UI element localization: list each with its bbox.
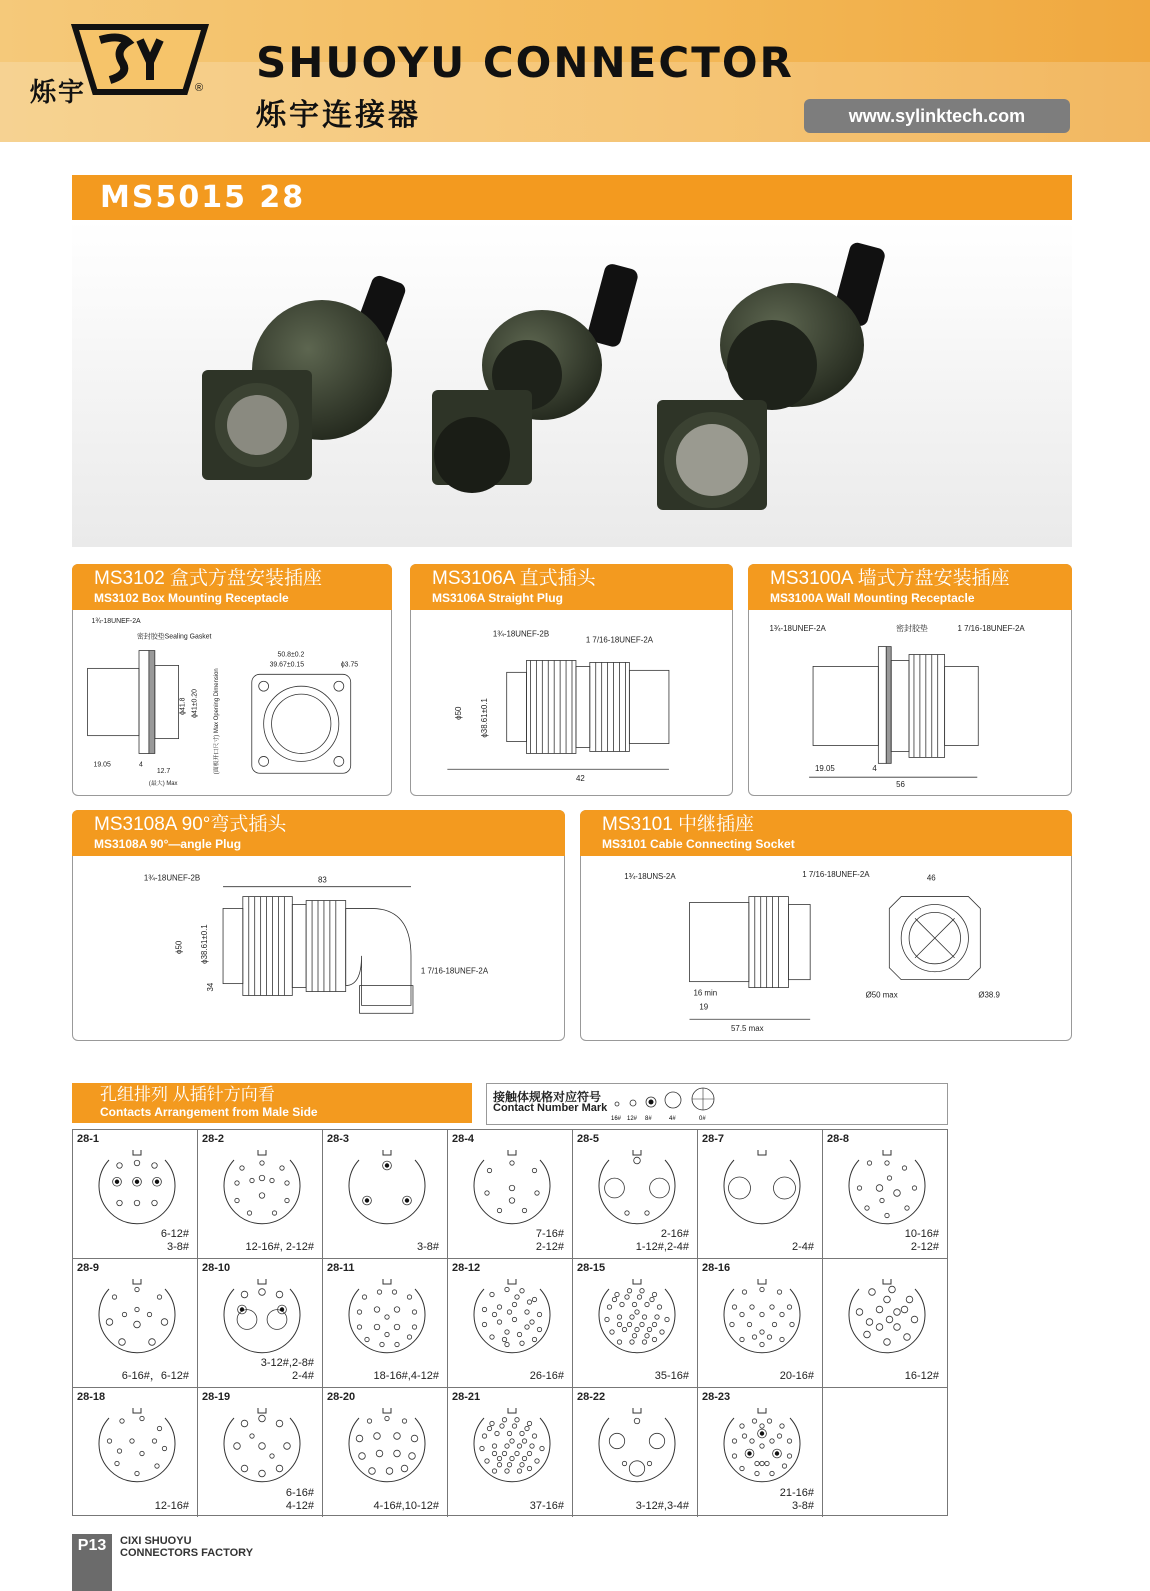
mark-4-icon (665, 1092, 681, 1108)
mark-16-icon (615, 1102, 619, 1106)
insert-face-icon (345, 1146, 429, 1230)
dim-thread2: 1 7/16-18UNEF-2A (802, 869, 870, 879)
cell-spec: 26-16# (529, 1370, 564, 1382)
insert-face-icon (470, 1404, 554, 1488)
dim-d3861: ϕ38.61±0.1 (479, 698, 489, 738)
dim-gasket: 密封胶垫Sealing Gasket (137, 633, 212, 641)
panel-title-cn: MS3101 中继插座 (602, 814, 755, 835)
product-photo (72, 220, 1072, 547)
contact-cell (448, 1259, 573, 1388)
insert-face-icon (95, 1404, 179, 1488)
panel-ms3102 (72, 564, 392, 796)
shuoyu-logo (70, 22, 210, 132)
panel-ms3106a (410, 564, 733, 796)
insert-face-icon (470, 1275, 554, 1359)
drawing-ms3100a (749, 611, 1071, 795)
dim-d50max: Ø50 max (865, 990, 898, 1000)
cell-label: 28-9 (77, 1262, 100, 1274)
contact-cell (698, 1388, 823, 1517)
cell-label: 28-11 (327, 1262, 355, 1274)
dim-thread2: 1 7/16-18UNEF-2A (585, 635, 654, 645)
cell-spec: 10-16# 2-12# (904, 1228, 939, 1253)
logo-cn-text: 烁宇 (30, 77, 87, 107)
panel-title-en: MS3100A Wall Mounting Receptacle (770, 591, 975, 605)
contact-cell (323, 1259, 448, 1388)
contact-cell (448, 1130, 573, 1259)
insert-face-icon (595, 1404, 679, 1488)
dim-gasket: 密封胶垫 (896, 623, 928, 633)
connectors-photo-illustration (72, 220, 1072, 547)
contact-cell (73, 1388, 198, 1517)
cell-spec: 3-8# (416, 1241, 439, 1253)
cell-spec: 12-16# (154, 1500, 189, 1512)
cell-spec: 6-16#，6-12# (121, 1370, 189, 1382)
dim-d50: ϕ50 (174, 940, 184, 954)
cell-spec: 4-16#,10-12# (373, 1500, 439, 1512)
contact-cell (198, 1388, 323, 1517)
panel-ms3100a (748, 564, 1072, 796)
dim-thread1: 1¾-18UNS-2A (624, 871, 676, 881)
insert-face-icon (95, 1146, 179, 1230)
mark-symbols (607, 1086, 727, 1124)
cell-spec: 37-16# (529, 1500, 564, 1512)
dim-thread2: 1 7/16-18UNEF-2A (420, 966, 489, 976)
website-link[interactable]: www.sylinktech.com (804, 99, 1070, 133)
insert-face-icon (720, 1404, 804, 1488)
contact-cell (323, 1388, 448, 1517)
insert-face-icon (95, 1275, 179, 1359)
cell-label: 28-22 (577, 1391, 606, 1403)
drawing-ms3101 (581, 857, 1071, 1040)
dim-thread1: 1¾-18UNEF-2B (143, 873, 201, 883)
dim-max: (最大) Max (148, 781, 178, 788)
dim-thread1: 1¾-18UNEF-2B (492, 629, 550, 639)
dim-34: 34 (206, 982, 216, 992)
footer-line2: CONNECTORS FACTORY (120, 1547, 254, 1559)
cell-label: 28-10 (202, 1262, 231, 1274)
panel-header (410, 564, 733, 610)
brand-title-en: SHUOYU CONNECTOR (256, 38, 794, 87)
panel-header (72, 564, 392, 610)
cell-spec: 7-16# 2-12# (535, 1228, 564, 1253)
dim-42: 42 (575, 774, 585, 784)
panel-ms3101 (580, 810, 1072, 1041)
cell-label: 28-15 (577, 1262, 606, 1274)
cell-label: 28-7 (702, 1133, 725, 1145)
contact-cell (73, 1130, 198, 1259)
panel-title-en: MS3106A Straight Plug (432, 591, 563, 605)
contact-cell (448, 1388, 573, 1517)
dim-46: 46 (926, 873, 936, 883)
contact-cell (573, 1388, 698, 1517)
insert-face-icon (470, 1146, 554, 1230)
cell-spec: 16-12# (904, 1370, 939, 1382)
panel-ms3108a (72, 810, 565, 1041)
contacts-grid (72, 1129, 948, 1516)
panel-title-cn: MS3106A 直式插头 (432, 568, 596, 589)
dim-opening: (面板开口尺寸) Max Opening Dimension (214, 668, 221, 775)
insert-face-icon (345, 1275, 429, 1359)
mark-4-label: 4# (669, 1116, 676, 1122)
insert-face-icon (595, 1146, 679, 1230)
cell-label: 28-5 (577, 1133, 600, 1145)
cell-spec: 21-16# 3-8# (779, 1487, 814, 1512)
dim-width1: 50.8±0.2 (277, 651, 305, 659)
cell-spec: 6-16# 4-12# (285, 1487, 314, 1512)
contact-cell (823, 1388, 947, 1517)
registered-mark: ® (195, 82, 204, 94)
panel-title-cn: MS3100A 墙式方盘安装插座 (770, 568, 1010, 589)
contact-cell (823, 1259, 947, 1388)
mark-12-label: 12# (627, 1116, 638, 1122)
dim-len: 19.05 (815, 764, 835, 774)
footer-line1: CIXI SHUOYU (120, 1535, 192, 1547)
cell-label: 28-3 (327, 1133, 350, 1145)
mark-0-label: 0# (699, 1116, 706, 1122)
dim-57-5: 57.5 max (731, 1024, 764, 1034)
insert-face-icon (345, 1404, 429, 1488)
insert-face-icon (845, 1146, 929, 1230)
footer-bar (72, 1558, 112, 1591)
dim-d389: Ø38.9 (978, 990, 1000, 1000)
mark-16-label: 16# (611, 1116, 622, 1122)
cell-label: 28-12 (452, 1262, 481, 1274)
contact-cell (573, 1130, 698, 1259)
cell-label: 28-18 (77, 1391, 106, 1403)
drawing-ms3106a (411, 611, 732, 795)
cell-label: 28-20 (327, 1391, 356, 1403)
contact-cell (323, 1130, 448, 1259)
dim-width2: 39.67±0.15 (269, 661, 305, 669)
cell-label: 28-23 (702, 1391, 731, 1403)
dim-dia2: ϕ41±0.20 (191, 689, 199, 718)
dim-19: 19 (699, 1002, 709, 1012)
dim-4: 4 (139, 761, 143, 769)
contact-cell (698, 1259, 823, 1388)
dim-d3861: ϕ38.61±0.1 (200, 924, 210, 964)
insert-face-icon (220, 1404, 304, 1488)
insert-face-icon (720, 1146, 804, 1230)
page-number: P13 (72, 1534, 112, 1558)
dim-len: 19.05 (93, 761, 111, 769)
insert-face-icon (720, 1275, 804, 1359)
dim-16min: 16 min (693, 988, 718, 998)
dim-hole: ϕ3.75 (340, 661, 359, 669)
brand-title-cn: 烁宇连接器 (256, 99, 421, 132)
mark-title-en: Contact Number Mark (493, 1102, 608, 1114)
dim-4: 4 (872, 764, 877, 774)
sy-logo-icon (70, 22, 210, 97)
mark-title-cn: 接触体规格对应符号 (493, 1090, 602, 1104)
panel-title-cn: MS3102 盒式方盘安装插座 (94, 568, 323, 589)
mark-8-label: 8# (645, 1116, 652, 1122)
insert-face-icon (595, 1275, 679, 1359)
contact-mark-legend (486, 1083, 948, 1125)
product-title: MS5015 28 (72, 175, 1072, 220)
cell-spec: 18-16#,4-12# (373, 1370, 439, 1382)
contacts-title-en: Contacts Arrangement from Male Side (100, 1105, 318, 1119)
cell-spec: 3-12#,2-8# 2-4# (260, 1357, 314, 1382)
insert-face-icon (220, 1146, 304, 1230)
cell-label: 28-1 (77, 1133, 100, 1145)
contact-cell (823, 1130, 947, 1259)
insert-face-icon (845, 1275, 929, 1359)
dim-56: 56 (896, 780, 905, 790)
panel-header (580, 810, 1072, 856)
drawing-ms3102 (73, 611, 391, 795)
dim-12-7: 12.7 (156, 768, 171, 776)
panel-title-en: MS3108A 90°—angle Plug (94, 837, 242, 851)
cell-label: 28-8 (827, 1133, 850, 1145)
cell-label: 28-4 (452, 1133, 475, 1145)
panel-header (72, 810, 565, 856)
dim-thread1: 1¾-18UNEF-2A (769, 623, 826, 633)
cell-label: 28-2 (202, 1133, 225, 1145)
insert-face-icon (220, 1275, 304, 1359)
dim-thread: 1¾-18UNEF-2A (91, 617, 141, 625)
dim-thread2: 1 7/16-18UNEF-2A (957, 623, 1025, 633)
drawing-ms3108a (73, 857, 564, 1040)
cell-label: 28-16 (702, 1262, 731, 1274)
panel-title-en: MS3102 Box Mounting Receptacle (94, 591, 289, 605)
dim-d50: ϕ50 (454, 706, 464, 720)
cell-spec: 12-16#, 2-12# (245, 1241, 314, 1253)
panel-title-en: MS3101 Cable Connecting Socket (602, 837, 795, 851)
mark-12-icon (630, 1100, 636, 1106)
cell-spec: 2-16# 1-12#,2-4# (635, 1228, 689, 1253)
contacts-header (72, 1083, 472, 1123)
cell-spec: 20-16# (779, 1370, 814, 1382)
dim-83: 83 (318, 875, 327, 885)
cell-spec: 35-16# (654, 1370, 689, 1382)
cell-label: 28-19 (202, 1391, 231, 1403)
panel-title-cn: MS3108A 90°弯式插头 (94, 814, 287, 835)
contact-cell (698, 1130, 823, 1259)
cell-spec: 6-12# 3-8# (160, 1228, 189, 1253)
contact-cell (573, 1259, 698, 1388)
cell-spec: 2-4# (791, 1241, 814, 1253)
cell-spec: 3-12#,3-4# (635, 1500, 689, 1512)
contact-cell (73, 1259, 198, 1388)
cell-label: 28-21 (452, 1391, 481, 1403)
dim-dia: ϕ41.8 (179, 697, 187, 715)
contacts-title-cn: 孔组排列 从插针方向看 (100, 1085, 275, 1104)
contact-cell (198, 1130, 323, 1259)
contact-cell (198, 1259, 323, 1388)
panel-header (748, 564, 1072, 610)
